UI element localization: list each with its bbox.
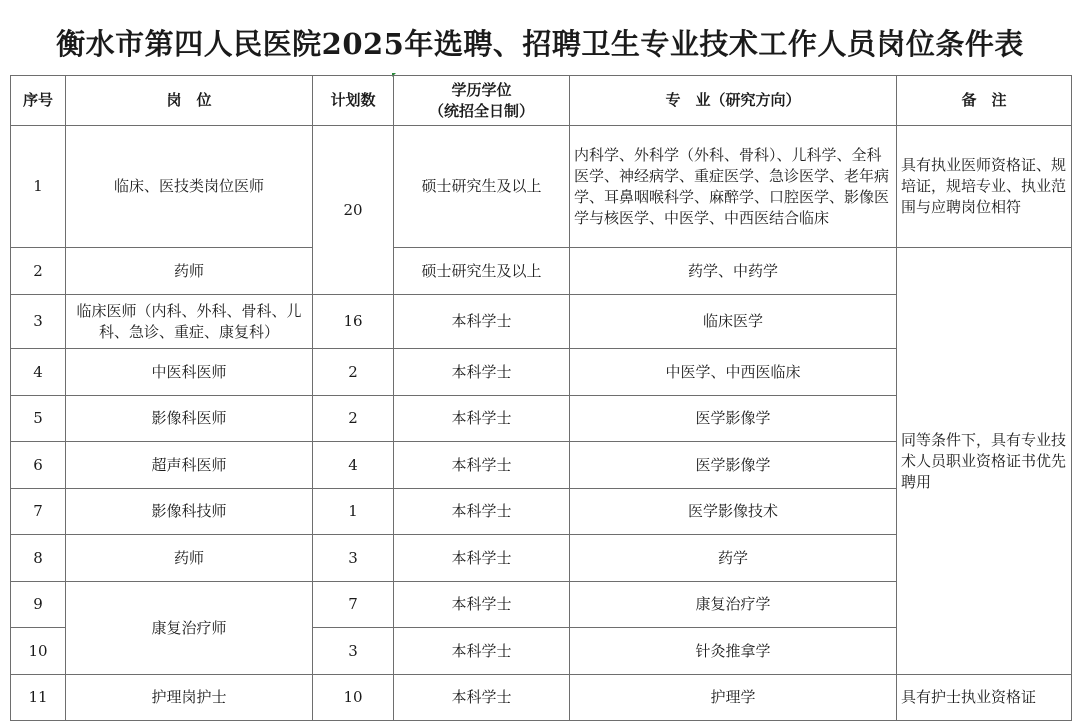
- major-cell: 医学影像学: [570, 396, 897, 442]
- header-major: 专 业（研究方向）: [570, 76, 897, 126]
- plan-cell: 3: [313, 628, 394, 675]
- post-cell: 影像科医师: [66, 396, 313, 442]
- education-cell: 本科学士: [394, 295, 570, 349]
- education-cell: 本科学士: [394, 675, 570, 721]
- education-cell: 本科学士: [394, 489, 570, 535]
- major-cell: 药学、中药学: [570, 248, 897, 295]
- post-cell: 药师: [66, 535, 313, 582]
- header-plan: 计划数: [313, 76, 394, 126]
- header-note: 备 注: [897, 76, 1072, 126]
- header-seq: 序号: [11, 76, 66, 126]
- post-cell: 中医科医师: [66, 349, 313, 396]
- seq-cell: 8: [11, 535, 66, 582]
- plan-cell: 2: [313, 349, 394, 396]
- seq-cell: 10: [11, 628, 66, 675]
- major-cell: 护理学: [570, 675, 897, 721]
- header-education-line2: （统招全日制）: [428, 101, 534, 120]
- education-cell: 本科学士: [394, 442, 570, 489]
- seq-cell: 7: [11, 489, 66, 535]
- seq-cell: 5: [11, 396, 66, 442]
- major-cell: 医学影像技术: [570, 489, 897, 535]
- post-cell: 药师: [66, 248, 313, 295]
- education-cell: 本科学士: [394, 396, 570, 442]
- education-cell: 本科学士: [394, 582, 570, 628]
- document-title: 衡水市第四人民医院2025年选聘、招聘卫生专业技术工作人员岗位条件表: [56, 26, 1024, 61]
- plan-cell: 10: [313, 675, 394, 721]
- post-cell: 超声科医师: [66, 442, 313, 489]
- major-cell: 中医学、中西医临床: [570, 349, 897, 396]
- major-cell: 康复治疗学: [570, 582, 897, 628]
- post-cell-merged: 康复治疗师: [66, 582, 313, 675]
- position-requirements-table: [10, 75, 1072, 721]
- post-cell: 临床医师（内科、外科、骨科、儿科、急诊、重症、康复科）: [66, 295, 313, 349]
- seq-cell: 11: [11, 675, 66, 721]
- education-cell: 硕士研究生及以上: [394, 248, 570, 295]
- major-cell: 药学: [570, 535, 897, 582]
- major-cell: 临床医学: [570, 295, 897, 349]
- table-row: [11, 248, 1072, 295]
- header-education: [394, 76, 570, 126]
- plan-cell: 4: [313, 442, 394, 489]
- post-cell: 护理岗护士: [66, 675, 313, 721]
- table-row: [11, 675, 1072, 721]
- education-cell: 本科学士: [394, 349, 570, 396]
- major-cell: 医学影像学: [570, 442, 897, 489]
- note-cell: 具有护士执业资格证: [897, 675, 1072, 721]
- table-header-row: [11, 76, 1072, 126]
- seq-cell: 9: [11, 582, 66, 628]
- plan-cell-merged: 20: [313, 126, 394, 295]
- note-cell: 具有执业医师资格证、规培证，规培专业、执业范围与应聘岗位相符: [897, 126, 1072, 248]
- education-cell: 本科学士: [394, 535, 570, 582]
- post-cell: 临床、医技类岗位医师: [66, 126, 313, 248]
- plan-cell: 7: [313, 582, 394, 628]
- seq-cell: 1: [11, 126, 66, 248]
- post-cell: 影像科技师: [66, 489, 313, 535]
- seq-cell: 6: [11, 442, 66, 489]
- education-cell: 硕士研究生及以上: [394, 126, 570, 248]
- plan-cell: 16: [313, 295, 394, 349]
- header-post: 岗 位: [66, 76, 313, 126]
- note-cell-merged: 同等条件下，具有专业技术人员职业资格证书优先聘用: [897, 248, 1072, 675]
- seq-cell: 2: [11, 248, 66, 295]
- seq-cell: 3: [11, 295, 66, 349]
- table-row: [11, 126, 1072, 248]
- major-cell: 针灸推拿学: [570, 628, 897, 675]
- education-cell: 本科学士: [394, 628, 570, 675]
- seq-cell: 4: [11, 349, 66, 396]
- plan-cell: 1: [313, 489, 394, 535]
- plan-cell: 2: [313, 396, 394, 442]
- major-cell: 内科学、外科学（外科、骨科）、儿科学、全科医学、神经病学、重症医学、急诊医学、老年病学、耳鼻咽喉科学、麻醉学、口腔医学、影像医学与核医学、中医学、中西医结合临床: [570, 126, 897, 248]
- header-education-line1: 学历学位: [451, 80, 512, 99]
- plan-cell: 3: [313, 535, 394, 582]
